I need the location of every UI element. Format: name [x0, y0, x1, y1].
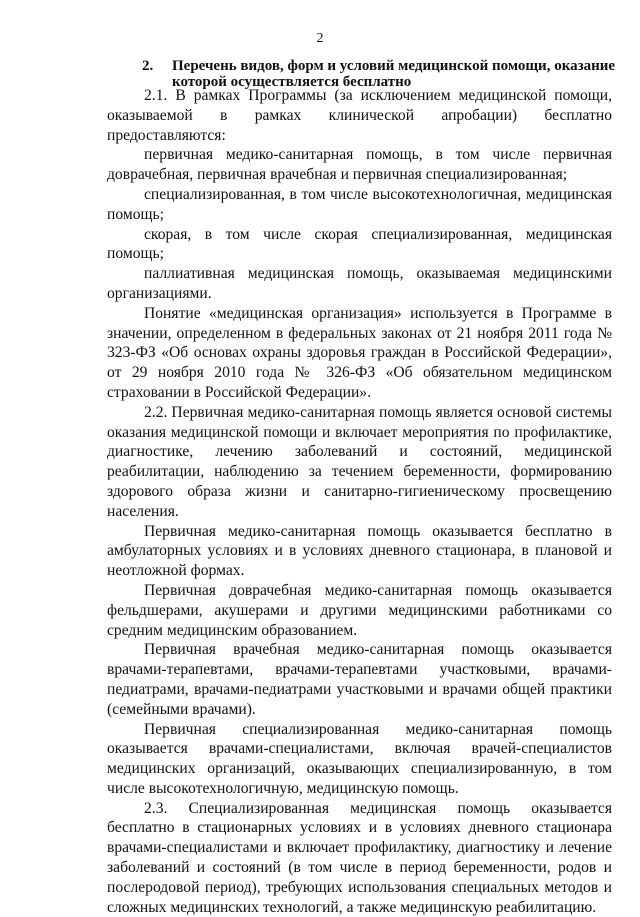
paragraph-palliative-care: паллиативная медицинская помощь, оказываемая медицинскими организациями.: [107, 265, 612, 302]
paragraph-physician-care: Первичная врачебная медико-санитарная помощь оказывается врачами-терапевтами, врачами-терапевтами участковыми, врачами-педиатрами, врачами-педиатрами участковыми и врачами общей практики (семейными врачами).: [107, 641, 612, 718]
paragraph-specialized-care: специализированная, в том числе высокотехнологичная, медицинская помощь;: [107, 185, 612, 223]
paragraph-emergency-care: скорая, в том числе скорая специализированная, медицинская помощь;: [107, 225, 612, 263]
paragraph-2-3-specialized-care: 2.3. Специализированная медицинская помощь оказывается бесплатно в стационарных условиях и в условиях дневного стационара врачами-специалистами и включает профилактику, диагностику и лечение заболеваний и состояний (в том числе в период беременности, родов и послеродовой период), требующих использования специальных методов и сложных медицинских технологий, а также медицинскую реабилитацию.: [107, 799, 612, 916]
paragraph-pre-physician-care: Первичная доврачебная медико-санитарная помощь оказывается фельдшерами, акушерами и другими медицинскими работниками со средним медицинским образованием.: [107, 581, 612, 639]
page-number: 2: [316, 31, 324, 46]
section-title-line-2: которой осуществляется бесплатно: [172, 74, 412, 90]
section-number: 2.: [142, 58, 154, 74]
paragraph-primary-care-types: первичная медико-санитарная помощь, в том числе первичная доврачебная, первичная врачебная и первичная специализированная;: [107, 146, 612, 184]
paragraph-specialist-primary-care: Первичная специализированная медико-санитарная помощь оказывается врачами-специалистами, включая врачей-специалистов медицинских организаций, оказывающих специализированную, в том числе высокотехнологичную, медицинскую помощь.: [107, 720, 612, 797]
paragraph-2-1-intro: 2.1. В рамках Программы (за исключением медицинской помощи, оказываемой в рамках клинической апробации) бесплатно предоставляются:: [107, 87, 612, 144]
paragraph-2-2-primary-care: 2.2. Первичная медико-санитарная помощь является основой системы оказания медицинской помощи и включает мероприятия по профилактике, диагностике, лечению заболеваний и состояний, медицинской реабилитации, наблюдению за течением беременности, формированию здорового образа жизни и санитарно-гигиеническому просвещению населения.: [107, 403, 612, 520]
section-title-line-1: Перечень видов, форм и условий медицинской помощи, оказание: [172, 58, 616, 74]
document-body: [107, 86, 612, 917]
paragraph-medical-organization-definition: Понятие «медицинская организация» используется в Программе в значении, определенном в федеральных законах от 21 ноября 2011 года № 323-ФЗ «Об основах охраны здоровья граждан в Российской Федерации», от 29 ноября 2010 года № 326-ФЗ «Об обязательном медицинском страховании в Российской Федерации».: [107, 304, 612, 401]
paragraph-primary-care-free: Первичная медико-санитарная помощь оказывается бесплатно в амбулаторных условиях и в условиях дневного стационара, в плановой и неотложной формах.: [107, 522, 612, 580]
